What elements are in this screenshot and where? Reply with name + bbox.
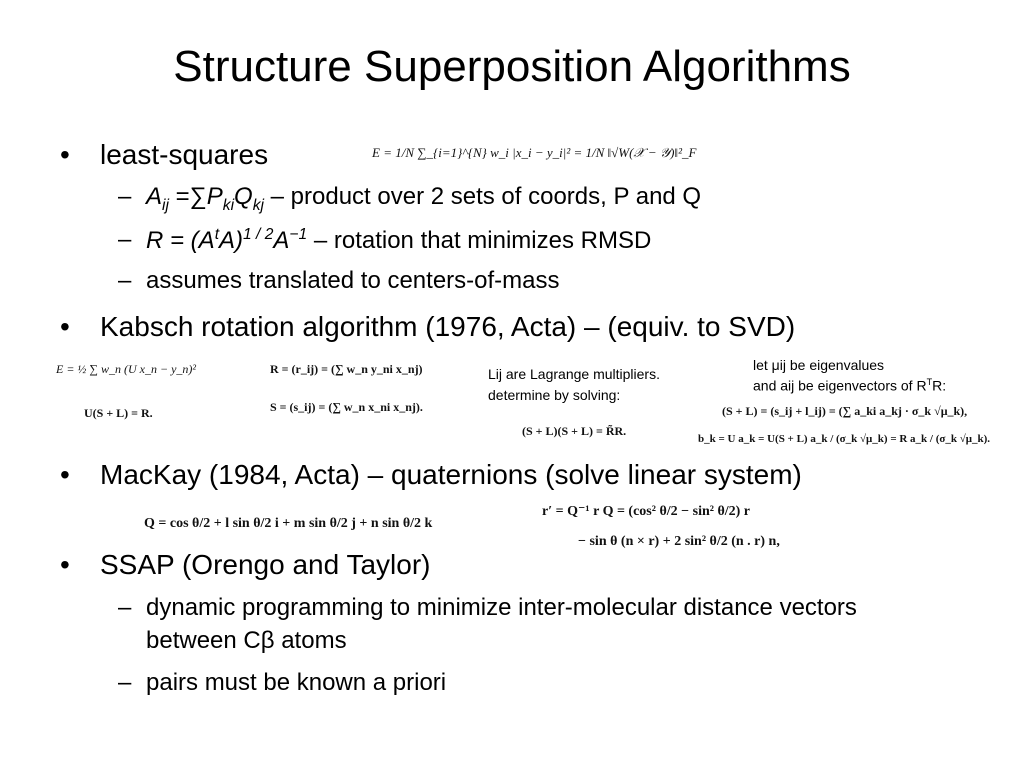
dash-marker: – (118, 669, 132, 696)
dash-marker: – (118, 594, 132, 621)
lagrange-note-line2: determine by solving: (488, 387, 621, 403)
mackay-rotation-equation-line2: − sin θ (n × r) + 2 sin² θ/2 (n . r) n, (578, 534, 780, 549)
eigen-note-line2: and aij be eigenvectors of $R^TR$: (753, 377, 947, 394)
bullet-ssap: SSAP (Orengo and Taylor) (100, 549, 431, 580)
subitem-aij-product: $A_{ij} =\sum P_{ki}Q_{kj}$ – product over 2 sets of coords, P and Q (146, 183, 702, 214)
mackay-quaternion-equation: Q = cos θ/2 + l sin θ/2 i + m sin θ/2 j + n sin θ/2 k (144, 516, 433, 531)
subitem-centers-of-mass: assumes translated to centers-of-mass (146, 267, 560, 294)
mackay-rotation-equation-line1: r′ = Q⁻¹ r Q = (cos² θ/2 − sin² θ/2) r (542, 504, 751, 519)
kabsch-ul-equation: U(S + L) = R. (84, 406, 153, 420)
bullet-kabsch: Kabsch rotation algorithm (1976, Acta) – (equiv. to SVD) (100, 311, 796, 342)
subitem-rotation-rmsd: $R = (A^tA)^{1 / 2}A^{-1}$ – rotation that minimizes RMSD (146, 226, 652, 254)
bullet-marker: • (60, 549, 70, 580)
bullet-mackay: MacKay (1984, Acta) – quaternions (solve linear system) (100, 459, 802, 490)
slide-title: Structure Superposition Algorithms (173, 42, 851, 91)
dash-marker: – (118, 183, 132, 210)
least-squares-equation: E = 1/N ∑_{i=1}^{N} w_i |x_i − y_i|² = 1/N ‖√W(𝒳 − 𝒴)‖²_F (372, 145, 697, 160)
dash-marker: – (118, 267, 132, 294)
kabsch-eigenvector-equation: b_k = U a_k = U(S + L) a_k / (σ_k √μ_k) = R a_k / (σ_k √μ_k). (698, 433, 991, 445)
kabsch-eigen-equation: (S + L) = (s_ij + l_ij) = (∑ a_ki a_kj · σ_k √μ_k), (722, 404, 968, 418)
kabsch-solve-equation: (S + L)(S + L) = R̃R. (522, 424, 627, 438)
kabsch-r-matrix-equation: R = (r_ij) = (∑ w_n y_ni x_nj) (270, 362, 423, 376)
lagrange-note-line1: Lij are Lagrange multipliers. (488, 366, 660, 382)
subitem-dynamic-programming-line1: dynamic programming to minimize inter-molecular distance vectors (146, 594, 857, 621)
dash-marker: – (118, 226, 132, 253)
bullet-marker: • (60, 311, 70, 342)
eigen-note-line1: let μij be eigenvalues (753, 357, 885, 373)
subitem-dynamic-programming-line2: between Cβ atoms (146, 627, 347, 654)
subitem-pairs-known: pairs must be known a priori (146, 669, 447, 696)
bullet-marker: • (60, 459, 70, 490)
bullet-least-squares: least-squares (100, 139, 269, 170)
bullet-marker: • (60, 139, 70, 170)
kabsch-s-matrix-equation: S = (s_ij) = (∑ w_n x_ni x_nj). (270, 400, 423, 414)
kabsch-energy-equation: E = ½ ∑ w_n (U x_n − y_n)² (56, 362, 196, 376)
